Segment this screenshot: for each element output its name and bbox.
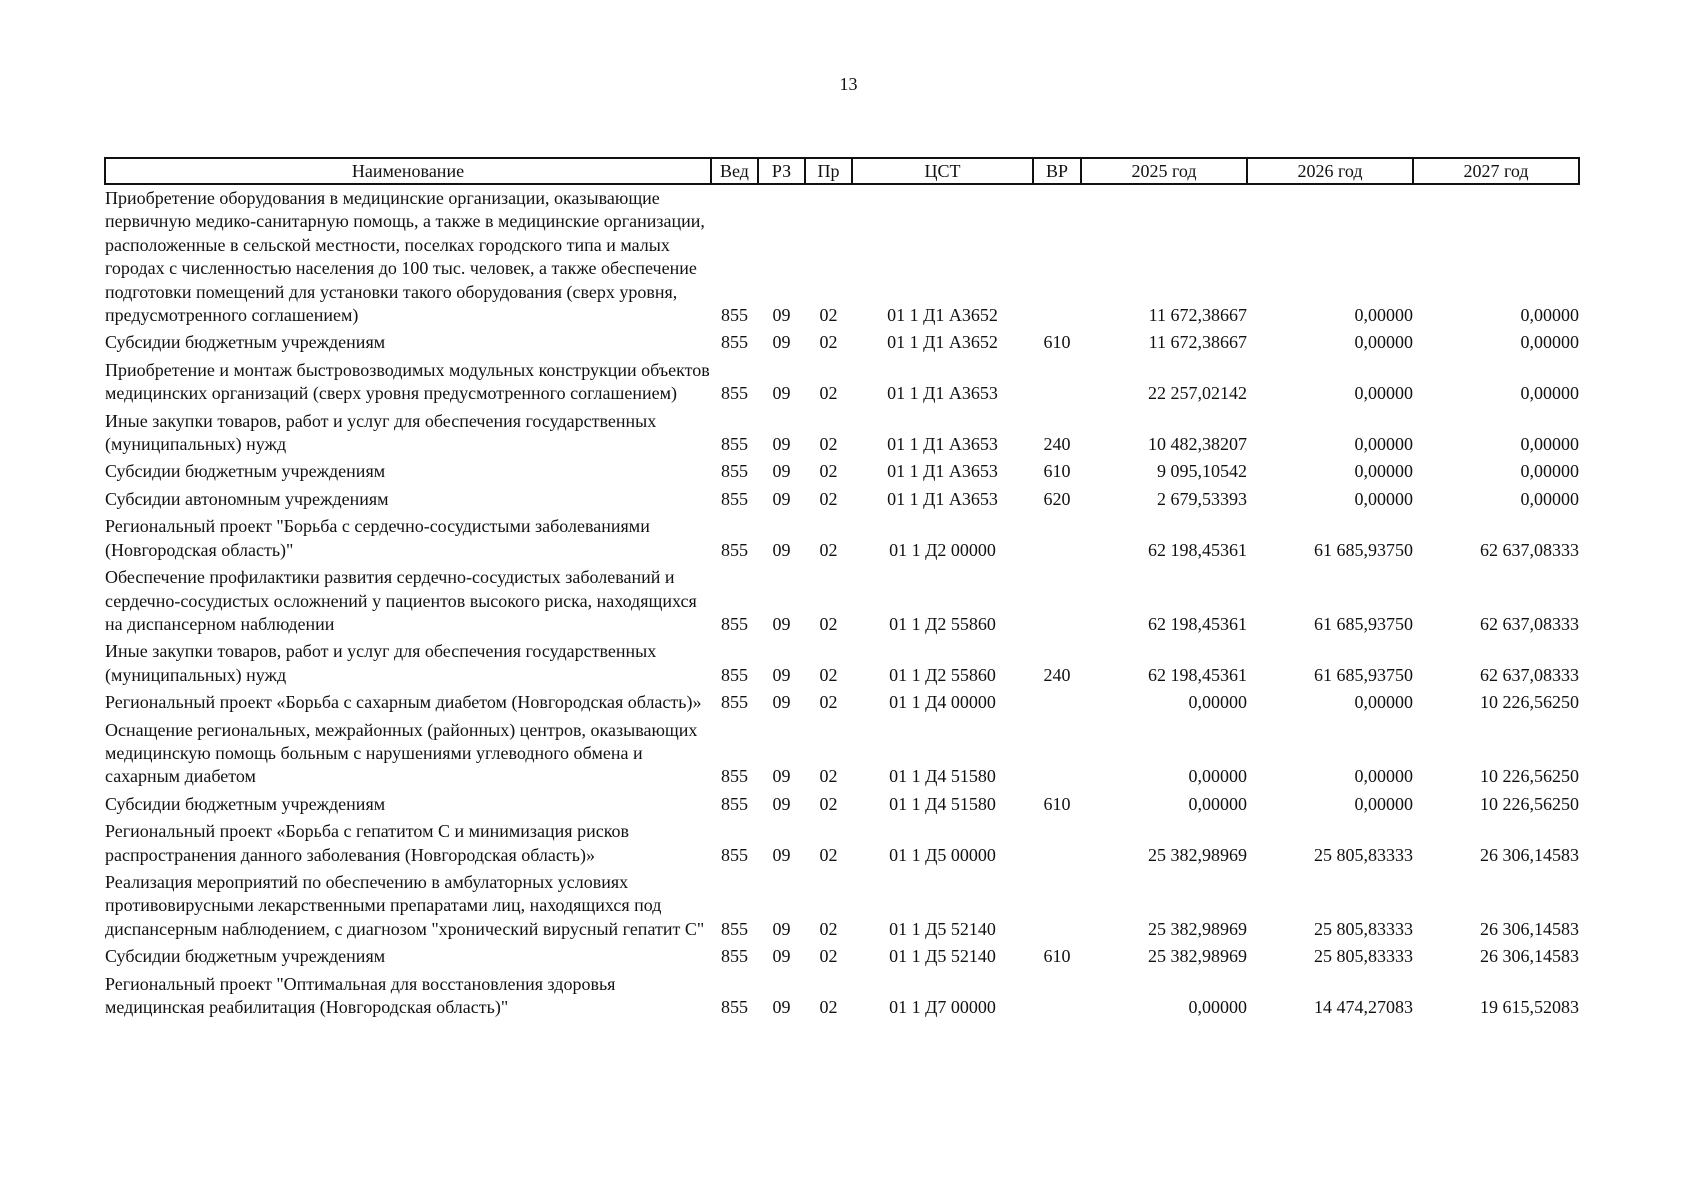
cell-ved: 855: [721, 766, 748, 787]
cell-name: Приобретение и монтаж быстровозводимых модульных конструкции объектов медицинских организаций (сверх уровня предусмотренного соглашением): [105, 359, 710, 404]
cell-2025: 62 198,45361: [1148, 613, 1247, 634]
table-row: [105, 408, 1579, 459]
cell-rz: 09: [772, 305, 791, 326]
cell-vr: 240: [1043, 664, 1071, 685]
cell-name: Региональный проект «Борьба с гепатитом С и минимизация рисков распространения данного заболевания (Новгородская область)»: [105, 821, 630, 865]
cell-ved: 855: [721, 613, 748, 634]
table-row: [105, 943, 1579, 970]
cell-name: Региональный проект "Борьба с сердечно-сосудистыми заболеваниями (Новгородская область)": [105, 516, 650, 560]
cell-2027: 62 637,08333: [1480, 539, 1579, 560]
cell-name: Реализация мероприятий по обеспечению в амбулаторных условиях противовирусными лекарственными препаратами лиц, находящихся под диспансерным наблюдением, с диагнозом "хронический вирусный гепатит С": [105, 871, 705, 939]
cell-rz: 09: [772, 332, 791, 353]
cell-name: Иные закупки товаров, работ и услуг для обеспечения государственных (муниципальных) нужд: [105, 410, 657, 455]
cell-ved: 855: [721, 946, 748, 967]
cell-name: Субсидии бюджетным учреждениям: [105, 461, 386, 482]
cell-rz: 09: [772, 793, 791, 814]
cell-2026: 61 685,93750: [1314, 539, 1413, 560]
cell-cst: 01 1 Д4 51580: [889, 766, 996, 787]
cell-rz: 09: [772, 692, 791, 713]
cell-pr: 02: [819, 383, 838, 404]
cell-rz: 09: [772, 918, 791, 939]
cell-rz: 09: [772, 997, 791, 1017]
cell-cst: 01 1 Д5 52140: [889, 918, 996, 939]
cell-vr: 240: [1043, 434, 1071, 455]
cell-cst: 01 1 Д1 А3653: [887, 488, 998, 509]
cell-2026: 25 805,83333: [1314, 946, 1413, 967]
header-name: Наименование: [105, 158, 711, 184]
cell-rz: 09: [772, 383, 791, 404]
cell-name: Иные закупки товаров, работ и услуг для обеспечения государственных (муниципальных) нужд: [105, 641, 657, 685]
cell-vr: [1033, 689, 1081, 716]
cell-name: Оснащение региональных, межрайонных (районных) центров, оказывающих медицинскую помощь больным с нарушениями углеводного обмена и сахарным диабетом: [105, 719, 698, 787]
cell-2025: 0,00000: [1188, 997, 1247, 1017]
cell-2026: 0,00000: [1354, 488, 1413, 509]
cell-2025: 25 382,98969: [1148, 844, 1247, 865]
cell-vr: [1033, 357, 1081, 408]
cell-2026: 0,00000: [1354, 383, 1413, 404]
cell-vr: 610: [1043, 793, 1071, 814]
header-ved: Вед: [711, 158, 758, 184]
header-rz: РЗ: [758, 158, 805, 184]
table-row: [105, 971, 1579, 1022]
cell-vr: 610: [1043, 946, 1071, 967]
cell-cst: 01 1 Д4 51580: [889, 793, 996, 814]
cell-ved: 855: [721, 488, 748, 509]
cell-pr: 02: [819, 766, 838, 787]
cell-2027: 10 226,56250: [1480, 766, 1579, 787]
cell-rz: 09: [772, 946, 791, 967]
table-row: [105, 717, 1579, 791]
cell-cst: 01 1 Д5 00000: [889, 844, 996, 865]
cell-name: Приобретение оборудования в медицинские организации, оказывающие первичную медико-санитарную помощь, а также в медицинские организации, расположенные в сельской местности, поселках городского типа и малых городах с численностью населения до 100 тыс. человек, а также обеспечение подготовки помещений для установки такого оборудования (сверх уровня, предусмотренного соглашением): [105, 188, 705, 326]
cell-2025: 11 672,38667: [1148, 305, 1247, 326]
cell-vr: [1033, 564, 1081, 638]
table-row: [105, 513, 1579, 564]
cell-name: Обеспечение профилактики развития сердечно-сосудистых заболеваний и сердечно-сосудистых осложнений у пациентов высокого риска, находящихся на диспансерном наблюдении: [105, 567, 697, 634]
cell-name: Субсидии бюджетным учреждениям: [105, 946, 386, 967]
cell-rz: 09: [772, 766, 791, 787]
cell-cst: 01 1 Д2 55860: [889, 613, 996, 634]
cell-pr: 02: [819, 613, 838, 634]
cell-ved: 855: [721, 539, 748, 560]
cell-cst: 01 1 Д1 А3653: [887, 434, 998, 455]
cell-cst: 01 1 Д7 00000: [889, 997, 996, 1017]
cell-rz: 09: [772, 434, 791, 455]
cell-vr: [1033, 184, 1081, 329]
cell-pr: 02: [819, 539, 838, 560]
table-row: [105, 329, 1579, 356]
cell-pr: 02: [819, 692, 838, 713]
cell-cst: 01 1 Д1 А3652: [887, 332, 998, 353]
cell-2025: 62 198,45361: [1148, 664, 1247, 685]
cell-ved: 855: [721, 692, 748, 713]
cell-2027: 62 637,08333: [1480, 664, 1579, 685]
cell-pr: 02: [819, 434, 838, 455]
cell-cst: 01 1 Д5 52140: [889, 946, 996, 967]
cell-2027: 0,00000: [1520, 488, 1579, 509]
cell-2026: 0,00000: [1354, 461, 1413, 482]
cell-2027: 0,00000: [1520, 434, 1579, 455]
table-row: [105, 184, 1579, 329]
cell-2026: 0,00000: [1354, 305, 1413, 326]
cell-pr: 02: [819, 332, 838, 353]
cell-2027: 0,00000: [1520, 305, 1579, 326]
cell-2027: 0,00000: [1520, 461, 1579, 482]
cell-2027: 10 226,56250: [1480, 692, 1579, 713]
cell-name: Субсидии автономным учреждениям: [105, 488, 389, 509]
cell-2025: 25 382,98969: [1148, 946, 1247, 967]
cell-cst: 01 1 Д1 А3653: [887, 461, 998, 482]
table-row: [105, 818, 1579, 869]
cell-pr: 02: [819, 918, 838, 939]
cell-2025: 62 198,45361: [1148, 539, 1247, 560]
cell-ved: 855: [721, 305, 748, 326]
header-2027: 2027 год: [1413, 158, 1579, 184]
cell-ved: 855: [721, 793, 748, 814]
cell-name: Субсидии бюджетным учреждениям: [105, 332, 386, 353]
cell-ved: 855: [721, 997, 748, 1017]
cell-2027: 0,00000: [1520, 332, 1579, 353]
header-cst: ЦСТ: [852, 158, 1033, 184]
cell-2026: 61 685,93750: [1314, 613, 1413, 634]
header-2026: 2026 год: [1247, 158, 1413, 184]
cell-pr: 02: [819, 793, 838, 814]
table-row: [105, 357, 1579, 408]
cell-vr: 610: [1043, 461, 1071, 482]
cell-2025: 11 672,38667: [1148, 332, 1247, 353]
cell-2027: 26 306,14583: [1480, 918, 1579, 939]
cell-2027: 26 306,14583: [1480, 844, 1579, 865]
table-body: [105, 184, 1579, 1021]
cell-2026: 0,00000: [1354, 434, 1413, 455]
cell-2027: 0,00000: [1520, 383, 1579, 404]
cell-rz: 09: [772, 613, 791, 634]
cell-vr: [1033, 513, 1081, 564]
cell-rz: 09: [772, 488, 791, 509]
table-row: [105, 869, 1579, 943]
cell-2026: 61 685,93750: [1314, 664, 1413, 685]
cell-ved: 855: [721, 332, 748, 353]
cell-2025: 25 382,98969: [1148, 918, 1247, 939]
cell-2027: 10 226,56250: [1480, 793, 1579, 814]
cell-rz: 09: [772, 844, 791, 865]
cell-vr: [1033, 971, 1081, 1022]
cell-ved: 855: [721, 918, 748, 939]
cell-cst: 01 1 Д2 00000: [889, 539, 996, 560]
cell-pr: 02: [819, 946, 838, 967]
cell-name: Региональный проект "Оптимальная для восстановления здоровья медицинская реабилитация (Новгородская область)": [105, 973, 616, 1017]
cell-2026: 25 805,83333: [1314, 844, 1413, 865]
cell-pr: 02: [819, 305, 838, 326]
cell-vr: [1033, 717, 1081, 791]
header-vr: ВР: [1033, 158, 1081, 184]
cell-vr: 620: [1043, 488, 1071, 509]
cell-name: Субсидии бюджетным учреждениям: [105, 793, 386, 814]
table-row: [105, 689, 1579, 716]
cell-2026: 0,00000: [1354, 793, 1413, 814]
cell-rz: 09: [772, 664, 791, 685]
cell-2027: 62 637,08333: [1480, 613, 1579, 634]
cell-vr: [1033, 869, 1081, 943]
cell-name: Региональный проект «Борьба с сахарным диабетом (Новгородская область)»: [105, 692, 702, 713]
cell-2025: 0,00000: [1188, 692, 1247, 713]
budget-table: [104, 157, 1580, 1021]
cell-vr: 610: [1043, 332, 1071, 353]
cell-2026: 0,00000: [1354, 766, 1413, 787]
cell-2026: 14 474,27083: [1314, 997, 1413, 1017]
cell-ved: 855: [721, 844, 748, 865]
cell-ved: 855: [721, 434, 748, 455]
table-row: [105, 564, 1579, 638]
cell-ved: 855: [721, 461, 748, 482]
cell-cst: 01 1 Д2 55860: [889, 664, 996, 685]
cell-2026: 25 805,83333: [1314, 918, 1413, 939]
cell-2025: 10 482,38207: [1148, 434, 1247, 455]
page-number: 13: [839, 74, 858, 94]
table-header-row: [105, 158, 1579, 184]
cell-ved: 855: [721, 383, 748, 404]
table-row: [105, 458, 1579, 485]
cell-2027: 26 306,14583: [1480, 946, 1579, 967]
cell-rz: 09: [772, 461, 791, 482]
cell-pr: 02: [819, 997, 838, 1017]
cell-pr: 02: [819, 488, 838, 509]
table-row: [105, 791, 1579, 818]
cell-pr: 02: [819, 844, 838, 865]
header-2025: 2025 год: [1081, 158, 1247, 184]
table-row: [105, 486, 1579, 513]
cell-cst: 01 1 Д4 00000: [889, 692, 996, 713]
table-row: [105, 638, 1579, 689]
header-pr: Пр: [805, 158, 852, 184]
cell-cst: 01 1 Д1 А3653: [887, 383, 998, 404]
cell-2025: 9 095,10542: [1157, 461, 1247, 482]
cell-2026: 0,00000: [1354, 692, 1413, 713]
cell-2026: 0,00000: [1354, 332, 1413, 353]
cell-pr: 02: [819, 461, 838, 482]
cell-2025: 0,00000: [1188, 793, 1247, 814]
cell-vr: [1033, 818, 1081, 869]
cell-cst: 01 1 Д1 А3652: [887, 305, 998, 326]
cell-2025: 0,00000: [1188, 766, 1247, 787]
cell-rz: 09: [772, 539, 791, 560]
cell-2025: 2 679,53393: [1157, 488, 1247, 509]
cell-2025: 22 257,02142: [1148, 383, 1247, 404]
cell-ved: 855: [721, 664, 748, 685]
cell-2027: 19 615,52083: [1480, 997, 1579, 1017]
cell-pr: 02: [819, 664, 838, 685]
